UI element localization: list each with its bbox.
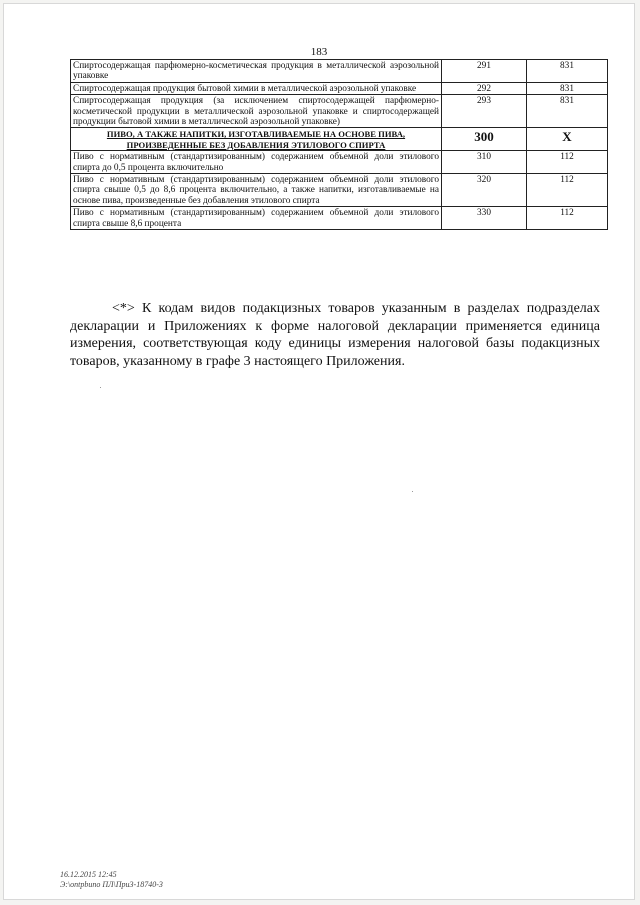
row-description: Спиртосодержащая продукция бытовой химии в металлической аэрозольной упаковке xyxy=(71,82,442,94)
row-unit-code: 831 xyxy=(527,60,608,83)
row-unit-code: X xyxy=(527,128,608,151)
row-description: Спиртосодержащая парфюмерно-косметическая продукция в металлической аэрозольной упаковке xyxy=(71,60,442,83)
table-row xyxy=(71,207,608,230)
row-code: 291 xyxy=(442,60,527,83)
row-unit-code: 831 xyxy=(527,95,608,128)
row-code: 310 xyxy=(442,151,527,174)
row-description: Пиво с нормативным (стандартизированным) содержанием объемной доли этилового спирта свыше 0,5 до 8,6 процента включительно, а также напитки, изготавливаемые на основе пива, произведенные без добавления этилового спирта xyxy=(71,174,442,207)
page-number: 183 xyxy=(310,46,328,58)
row-unit-code: 112 xyxy=(527,151,608,174)
row-code: 292 xyxy=(442,82,527,94)
row-code: 293 xyxy=(442,95,527,128)
excise-codes-table xyxy=(70,59,608,230)
footnote: <*> К кодам видов подакцизных товаров указанным в разделах подразделах декларации и Приложениях к форме налоговой декларации применяется единица измерения, соответствующая коду единицы измерения налоговой базы подакцизных товаров, указанному в графе 3 настоящего Приложения. xyxy=(70,301,600,369)
document-page xyxy=(3,3,635,900)
table-body xyxy=(71,60,608,230)
row-description: Пиво с нормативным (стандартизированным) содержанием объемной доли этилового спирта до 0,5 процента включительно xyxy=(71,151,442,174)
footer-timestamp: 16.12.2015 12:45 xyxy=(60,870,117,879)
row-description: ПИВО, А ТАКЖЕ НАПИТКИ, ИЗГОТАВЛИВАЕМЫЕ НА ОСНОВЕ ПИВА, ПРОИЗВЕДЕННЫЕ БЕЗ ДОБАВЛЕНИЯ ЭТИЛОВОГО СПИРТА xyxy=(71,128,442,151)
row-code: 330 xyxy=(442,207,527,230)
row-unit-code: 831 xyxy=(527,82,608,94)
table-row xyxy=(71,60,608,83)
row-unit-code: 112 xyxy=(527,174,608,207)
table-row xyxy=(71,95,608,128)
print-footer xyxy=(60,870,163,890)
row-code: 320 xyxy=(442,174,527,207)
scan-speck xyxy=(100,387,101,388)
table-row xyxy=(71,174,608,207)
table-section-row xyxy=(71,128,608,151)
footer-file-path: Э:\ontpbuno ПЛ\Пpu3-18740-3 xyxy=(60,880,163,889)
scan-speck xyxy=(412,491,413,492)
row-description: Спиртосодержащая продукция (за исключением спиртосодержащей парфюмерно-косметической продукции в металлической аэрозольной упаковке и спиртосодержащей продукции бытовой химии в металлической аэрозольной упаковке) xyxy=(71,95,442,128)
table-row xyxy=(71,82,608,94)
row-code: 300 xyxy=(442,128,527,151)
row-description: Пиво с нормативным (стандартизированным) содержанием объемной доли этилового спирта свыше 8,6 процента xyxy=(71,207,442,230)
row-unit-code: 112 xyxy=(527,207,608,230)
table-row xyxy=(71,151,608,174)
